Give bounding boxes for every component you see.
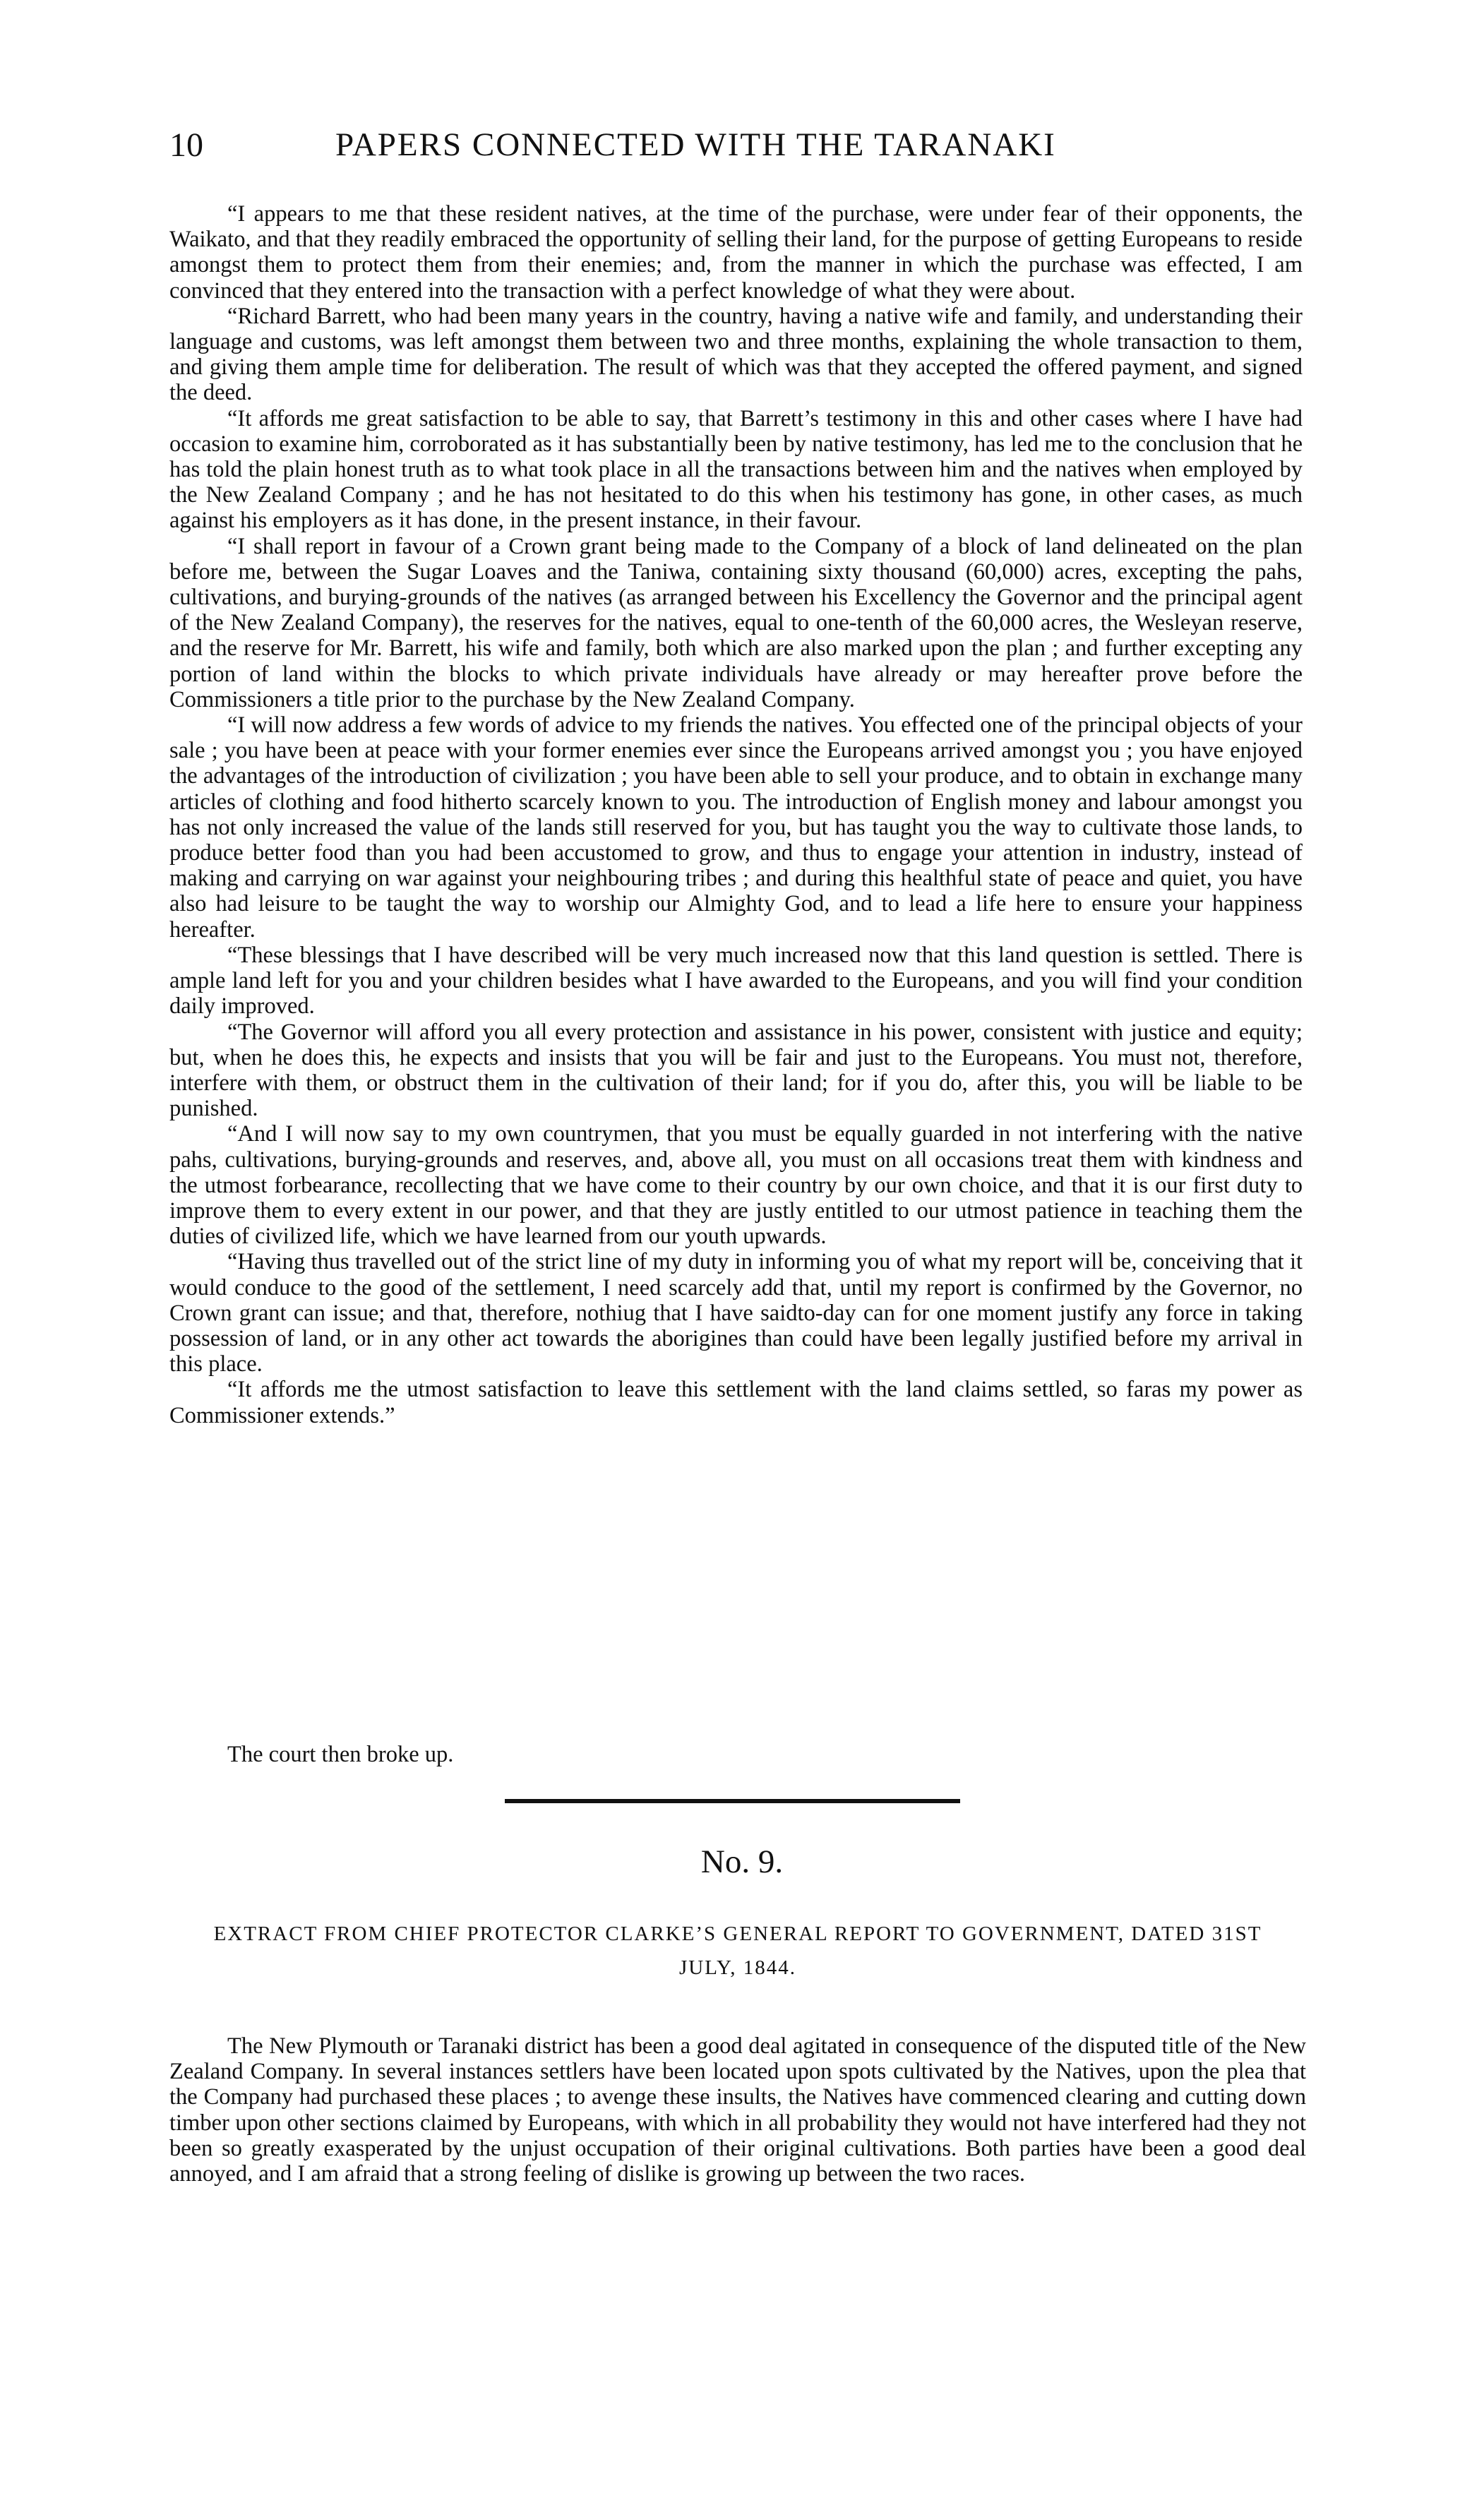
paragraph: “I shall report in favour of a Crown grant being made to the Company of a block of land delineated on the plan before me, between the Sugar Loaves and the Taniwa, containing sixty thousand (60,000) acres, excepting the pahs, cultivations, and burying-grounds of the natives (as arranged between his Excellency the Governor and the principal agent of the New Zealand Company), the reserves for the natives, equal to one-tenth of the 60,000 acres, the Wesleyan reserve, and the reserve for Mr. Barrett, his wife and family, both which are also marked upon the plan ; and further excepting any portion of land within the blocks to which private individuals have already or may hereafter prove before the Commissioners a title prior to the purchase by the New Zealand Company. — [169, 533, 1303, 712]
paragraph: “And I will now say to my own countrymen, that you must be equally guarded in not interfering with the native pahs, cultivations, burying-grounds and reserves, and, above all, you must on all occasions treat them with kindness and the utmost forbearance, recollecting that we have come to their country by our own choice, and that it is our first duty to improve them to every extent in our power, and that they are justly entitled to our utmost patience in teaching them the duties of civilized life, which we have learned from our youth upwards. — [169, 1121, 1303, 1250]
clarke-report-text — [169, 2033, 1306, 2187]
page-number: 10 — [169, 126, 203, 164]
page-header — [169, 126, 1306, 175]
section-divider — [505, 1799, 960, 1803]
document-number: No. 9. — [700, 1843, 784, 1880]
heading-line-2: JULY, 1844. — [679, 1956, 796, 1979]
paragraph: “Richard Barrett, who had been many years in the country, having a native wife and family, and understanding their language and customs, was left amongst them between two and three months, explaining the whole transaction to them, and giving them ample time for deliberation. The result of which was that they accepted the offered payment, and signed the deed. — [169, 303, 1303, 406]
paragraph: “It affords me the utmost satisfaction to leave this settlement with the land claims settled, so faras my power as Commissioner extends.” — [169, 1377, 1303, 1428]
heading-line-1: EXTRACT FROM CHIEF PROTECTOR CLARKE’S GENERAL REPORT TO GOVERNMENT, DATED 31ST — [213, 1923, 1262, 1945]
running-head: PAPERS CONNECTED WITH THE TARANAKI — [335, 126, 1056, 163]
paragraph: “These blessings that I have described will be very much increased now that this land question is settled. There is ample land left for you and your children besides what I have awarded to the Europeans, and you will find your condition daily improved. — [169, 942, 1303, 1020]
paragraph: “The Governor will afford you all every protection and assistance in his power, consistent with justice and equity; but, when he does this, he expects and insists that you will be fair and just to the Europeans. You must not, therefore, interfere with them, or obstruct them in the cultivation of their land; for if you do, after this, you will be liable to be punished. — [169, 1019, 1303, 1122]
closing-line: The court then broke up. — [227, 1742, 454, 1767]
paragraph: “I will now address a few words of advice to my friends the natives. You effected one of the principal objects of your sale ; you have been at peace with your former enemies ever since the Europeans arrived amongst you ; you have enjoyed the advantages of the introduction of civilization ; you have been able to sell your produce, and to obtain in exchange many articles of clothing and food hitherto scarcely known to you. The introduction of English money and labour amongst you has not only increased the value of the lands still reserved for you, but has taught you the way to cultivate those lands, to produce better food than you had been accustomed to grow, and thus to engage your attention in industry, instead of making and carrying on war against your neighbouring tribes ; and during this healthful state of peace and quiet, you have also had leisure to be taught the way to worship our Almighty God, and to lead a life here to ensure your happiness hereafter. — [169, 712, 1303, 943]
paragraph: “Having thus travelled out of the strict line of my duty in informing you of what my report will be, conceiving that it would conduce to the good of the settlement, I need scarcely add that, until my report is confirmed by the Governor, no Crown grant can issue; and that, therefore, nothiug that I have saidto-day can for one moment justify any force in taking possession of land, or in any other act towards the aborigines than could have been legally justified before my arrival in this place. — [169, 1249, 1303, 1377]
section-heading — [169, 1917, 1306, 1985]
paragraph: “It affords me great satisfaction to be able to say, that Barrett’s testimony in this and other cases where I have had occasion to examine him, corroborated as it has substantially been by native testimony, has led me to the conclusion that he has told the plain honest truth as to what took place in all the transactions between him and the natives when employed by the New Zealand Company ; and he has not hesitated to do this when his testimony has gone, in other cases, as much against his employers as it has done, in the present instance, in their favour. — [169, 405, 1303, 534]
paragraph: “I appears to me that these resident natives, at the time of the purchase, were under fear of their opponents, the Waikato, and that they readily embraced the opportunity of selling their land, for the purpose of getting Europeans to reside amongst them to protect them from their enemies; and, from the manner in which the purchase was effected, I am convinced that they entered into the transaction with a perfect knowledge of what they were about. — [169, 201, 1303, 304]
paragraph: The New Plymouth or Taranaki district has been a good deal agitated in consequence of the disputed title of the New Zealand Company. In several instances settlers have been located upon spots cultivated by the Natives, upon the plea that the Company had purchased these places ; to avenge these insults, the Natives have commenced clearing and cutting down timber upon other sections claimed by Europeans, with which in all probability they would not have interfered had they not been so greatly exasperated by the unjust occupation of their original cultivations. Both parties have been a good deal annoyed, and I am afraid that a strong feeling of dislike is growing up between the two races. — [169, 2033, 1306, 2187]
commissioner-report-text — [169, 201, 1303, 1428]
